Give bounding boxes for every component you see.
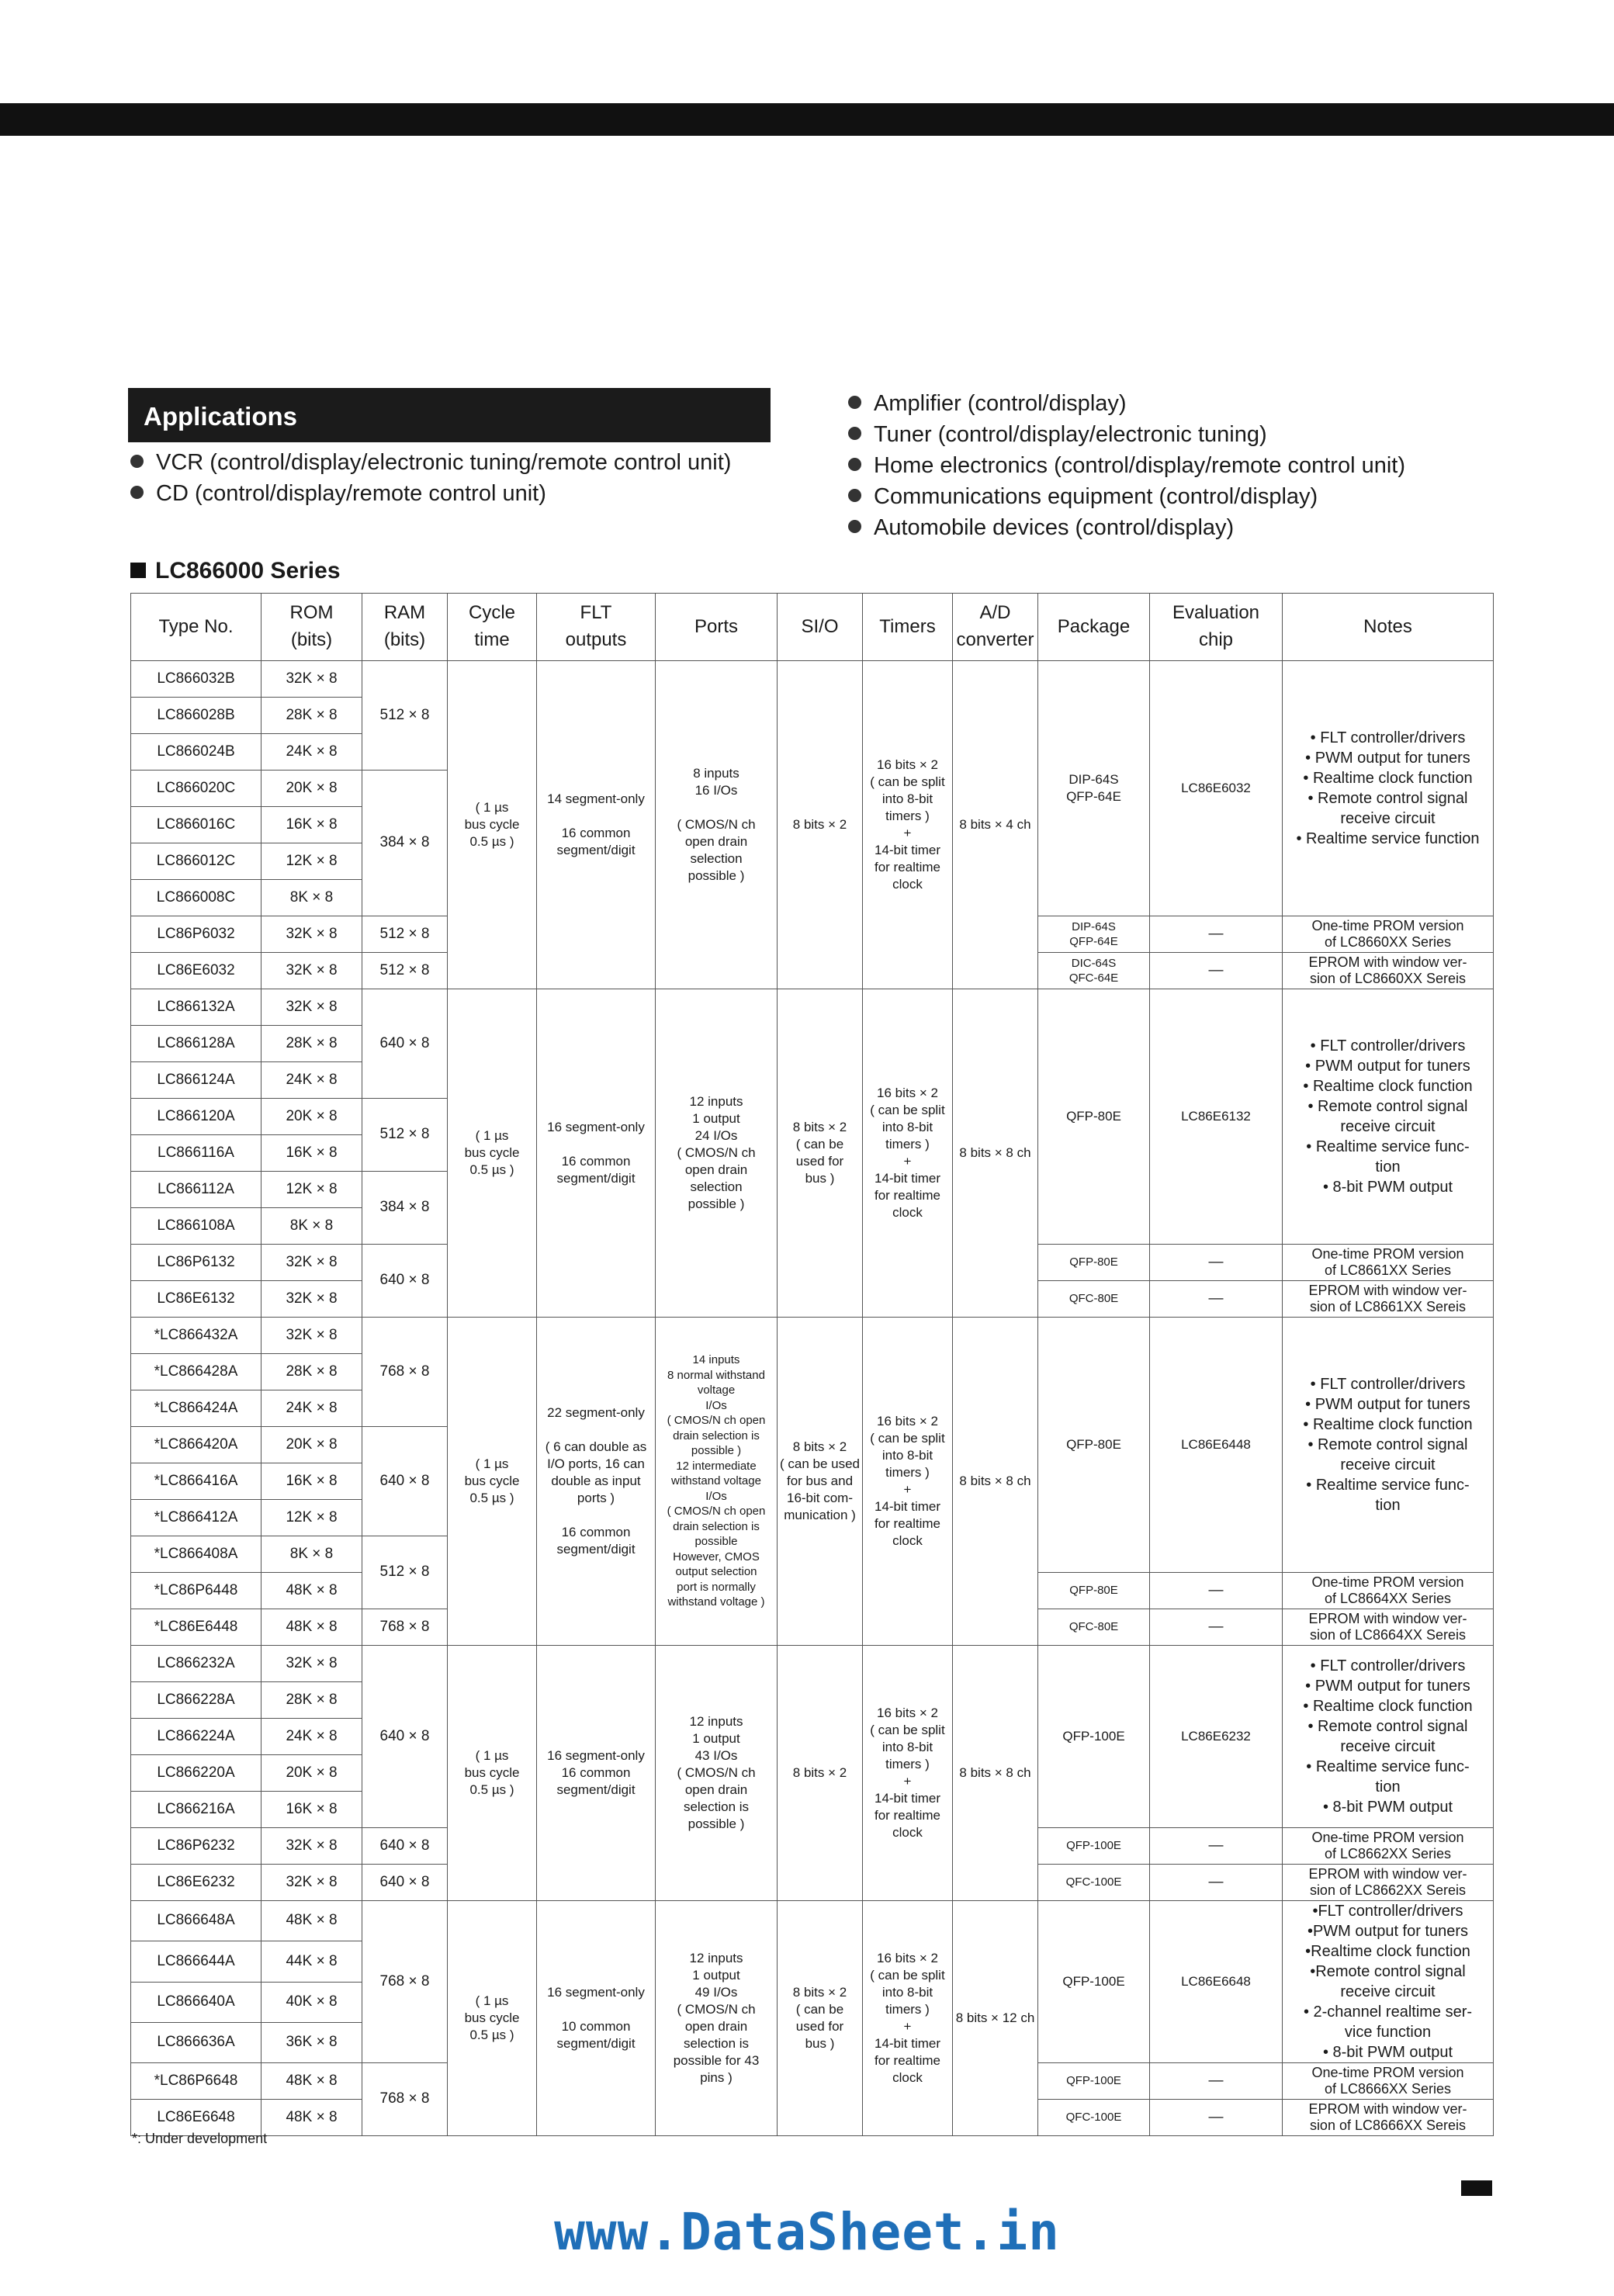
page-number-mark [1461, 2180, 1492, 2196]
type-no-cell: *LC86E6448 [131, 1609, 261, 1646]
type-no-cell: LC866216A [131, 1792, 261, 1828]
notes-cell: • FLT controller/drivers • PWM output for tuners • Realtime clock function • Remote control signal receive circuit • Realtime service func- tion • 8-bit PWM output [1283, 1646, 1494, 1828]
type-no-cell: *LC866420A [131, 1427, 261, 1463]
notes-cell: •FLT controller/drivers •PWM output for tuners •Realtime clock function •Remote control signal receive circuit • 2-channel realtime ser- vice function • 8-bit PWM output [1283, 1901, 1494, 2063]
evaluation-chip-cell: — [1150, 2063, 1283, 2100]
bullet-icon [848, 520, 861, 533]
rom-cell: 32K × 8 [261, 661, 362, 698]
package-cell: QFC-80E [1038, 1609, 1150, 1646]
rom-cell: 32K × 8 [261, 1828, 362, 1865]
ram-cell: 640 × 8 [362, 1646, 448, 1828]
header-type-no: Type No. [131, 594, 261, 661]
type-no-cell: *LC866416A [131, 1463, 261, 1500]
ram-cell: 640 × 8 [362, 1427, 448, 1536]
package-cell: QFP-80E [1038, 1318, 1150, 1573]
timers-cell: 16 bits × 2 ( can be split into 8-bit timers ) + 14-bit timer for realtime clock [863, 661, 953, 989]
timers-cell: 16 bits × 2 ( can be split into 8-bit timers ) + 14-bit timer for realtime clock [863, 1646, 953, 1901]
rom-cell: 28K × 8 [261, 1026, 362, 1062]
cycle-time-cell: ( 1 µs bus cycle 0.5 µs ) [448, 1318, 537, 1646]
timers-cell: 16 bits × 2 ( can be split into 8-bit timers ) + 14-bit timer for realtime clock [863, 1901, 953, 2136]
sio-cell: 8 bits × 2 ( can be used for bus and 16-bit com- munication ) [778, 1318, 863, 1646]
package-cell: QFP-80E [1038, 1573, 1150, 1609]
sio-cell: 8 bits × 2 ( can be used for bus ) [778, 1901, 863, 2136]
evaluation-chip-cell: — [1150, 1281, 1283, 1318]
rom-cell: 8K × 8 [261, 880, 362, 916]
rom-cell: 20K × 8 [261, 1099, 362, 1135]
rom-cell: 12K × 8 [261, 1172, 362, 1208]
evaluation-chip-cell: — [1150, 1573, 1283, 1609]
applications-list-right [848, 388, 1405, 543]
package-cell: QFP-100E [1038, 2063, 1150, 2100]
series-title: LC866000 Series [130, 558, 341, 584]
evaluation-chip-cell: — [1150, 2100, 1283, 2136]
rom-cell: 48K × 8 [261, 2063, 362, 2100]
table-row [131, 1901, 1494, 1941]
notes-cell: One-time PROM version of LC8661XX Series [1283, 1245, 1494, 1281]
rom-cell: 32K × 8 [261, 1646, 362, 1682]
notes-cell: One-time PROM version of LC8660XX Series [1283, 916, 1494, 953]
header-timers: Timers [863, 594, 953, 661]
type-no-cell: LC866228A [131, 1682, 261, 1719]
rom-cell: 32K × 8 [261, 916, 362, 953]
evaluation-chip-cell: — [1150, 1245, 1283, 1281]
type-no-cell: LC866636A [131, 2022, 261, 2062]
application-item: Tuner (control/display/electronic tuning) [848, 419, 1405, 450]
ports-cell: 12 inputs 1 output 49 I/Os ( CMOS/N ch open drain selection is possible for 43 pins ) [656, 1901, 778, 2136]
rom-cell: 32K × 8 [261, 1865, 362, 1901]
rom-cell: 48K × 8 [261, 2100, 362, 2136]
flt-outputs-cell: 14 segment-only 16 common segment/digit [537, 661, 656, 989]
notes-cell: EPROM with window ver- sion of LC8666XX Sereis [1283, 2100, 1494, 2136]
rom-cell: 16K × 8 [261, 1792, 362, 1828]
notes-cell: EPROM with window ver- sion of LC8660XX Sereis [1283, 953, 1494, 989]
type-no-cell: LC866124A [131, 1062, 261, 1099]
rom-cell: 32K × 8 [261, 1318, 362, 1354]
type-no-cell: LC86E6232 [131, 1865, 261, 1901]
flt-outputs-cell: 16 segment-only 16 common segment/digit [537, 1646, 656, 1901]
rom-cell: 24K × 8 [261, 734, 362, 771]
header-eval: Evaluation chip [1150, 594, 1283, 661]
rom-cell: 16K × 8 [261, 807, 362, 843]
type-no-cell: *LC866428A [131, 1354, 261, 1390]
ram-cell: 768 × 8 [362, 1318, 448, 1427]
evaluation-chip-cell: LC86E6032 [1150, 661, 1283, 916]
applications-heading [128, 388, 771, 442]
ram-cell: 640 × 8 [362, 1865, 448, 1901]
rom-cell: 28K × 8 [261, 1682, 362, 1719]
package-cell: QFP-100E [1038, 1646, 1150, 1828]
ram-cell: 512 × 8 [362, 916, 448, 953]
package-cell: QFP-80E [1038, 989, 1150, 1245]
rom-cell: 8K × 8 [261, 1536, 362, 1573]
rom-cell: 32K × 8 [261, 1281, 362, 1318]
package-cell: QFP-100E [1038, 1901, 1150, 2063]
bullet-icon [848, 396, 861, 409]
notes-cell: • FLT controller/drivers • PWM output for tuners • Realtime clock function • Remote control signal receive circuit • Realtime service func- tion • 8-bit PWM output [1283, 989, 1494, 1245]
header-sio: SI/O [778, 594, 863, 661]
rom-cell: 12K × 8 [261, 1500, 362, 1536]
type-no-cell: LC866120A [131, 1099, 261, 1135]
ram-cell: 640 × 8 [362, 1828, 448, 1865]
header-flt: FLT outputs [537, 594, 656, 661]
package-cell: QFC-80E [1038, 1281, 1150, 1318]
notes-cell: EPROM with window ver- sion of LC8664XX Sereis [1283, 1609, 1494, 1646]
notes-cell: • FLT controller/drivers • PWM output for tuners • Realtime clock function • Remote control signal receive circuit • Realtime service function [1283, 661, 1494, 916]
rom-cell: 48K × 8 [261, 1573, 362, 1609]
type-no-cell: LC866132A [131, 989, 261, 1026]
header-package: Package [1038, 594, 1150, 661]
ports-cell: 12 inputs 1 output 24 I/Os ( CMOS/N ch open drain selection possible ) [656, 989, 778, 1318]
cycle-time-cell: ( 1 µs bus cycle 0.5 µs ) [448, 1901, 537, 2136]
sio-cell: 8 bits × 2 [778, 1646, 863, 1901]
type-no-cell: LC866020C [131, 771, 261, 807]
type-no-cell: LC866232A [131, 1646, 261, 1682]
rom-cell: 16K × 8 [261, 1135, 362, 1172]
rom-cell: 40K × 8 [261, 1982, 362, 2022]
package-cell: QFP-100E [1038, 1828, 1150, 1865]
type-no-cell: LC86E6132 [131, 1281, 261, 1318]
bullet-icon [130, 486, 144, 499]
application-item: Automobile devices (control/display) [848, 512, 1405, 543]
type-no-cell: *LC866432A [131, 1318, 261, 1354]
bullet-icon [848, 489, 861, 502]
type-no-cell: LC866648A [131, 1901, 261, 1941]
applications-list-left [130, 447, 731, 509]
type-no-cell: LC866028B [131, 698, 261, 734]
ram-cell: 512 × 8 [362, 661, 448, 771]
rom-cell: 20K × 8 [261, 771, 362, 807]
table-row [131, 1318, 1494, 1354]
package-cell: QFP-80E [1038, 1245, 1150, 1281]
evaluation-chip-cell: LC86E6648 [1150, 1901, 1283, 2063]
notes-cell: One-time PROM version of LC8664XX Series [1283, 1573, 1494, 1609]
rom-cell: 20K × 8 [261, 1755, 362, 1792]
evaluation-chip-cell: — [1150, 953, 1283, 989]
type-no-cell: *LC866412A [131, 1500, 261, 1536]
table-row [131, 989, 1494, 1026]
type-no-cell: LC86P6232 [131, 1828, 261, 1865]
header-notes: Notes [1283, 594, 1494, 661]
ram-cell: 384 × 8 [362, 1172, 448, 1245]
ports-cell: 14 inputs 8 normal withstand voltage I/Os ( CMOS/N ch open drain selection is possible ) 12 intermediate withstand voltage I/Os ( CMOS/N ch open drain selection is possible However, CMOS output selection port is normally withstand voltage ) [656, 1318, 778, 1646]
table-row [131, 1646, 1494, 1682]
ram-cell: 768 × 8 [362, 1609, 448, 1646]
package-cell: QFC-100E [1038, 2100, 1150, 2136]
type-no-cell: *LC866424A [131, 1390, 261, 1427]
rom-cell: 8K × 8 [261, 1208, 362, 1245]
package-cell: QFC-100E [1038, 1865, 1150, 1901]
rom-cell: 48K × 8 [261, 1901, 362, 1941]
type-no-cell: LC866112A [131, 1172, 261, 1208]
type-no-cell: LC866224A [131, 1719, 261, 1755]
top-banner-bar [0, 103, 1614, 136]
ad-converter-cell: 8 bits × 12 ch [953, 1901, 1038, 2136]
sio-cell: 8 bits × 2 ( can be used for bus ) [778, 989, 863, 1318]
rom-cell: 16K × 8 [261, 1463, 362, 1500]
application-item: VCR (control/display/electronic tuning/remote control unit) [130, 447, 731, 478]
cycle-time-cell: ( 1 µs bus cycle 0.5 µs ) [448, 989, 537, 1318]
type-no-cell: LC866640A [131, 1982, 261, 2022]
evaluation-chip-cell: LC86E6132 [1150, 989, 1283, 1245]
rom-cell: 48K × 8 [261, 1609, 362, 1646]
package-cell: DIP-64S QFP-64E [1038, 916, 1150, 953]
rom-cell: 12K × 8 [261, 843, 362, 880]
rom-cell: 24K × 8 [261, 1390, 362, 1427]
ram-cell: 512 × 8 [362, 1099, 448, 1172]
square-bullet-icon [130, 563, 146, 578]
type-no-cell: LC86P6132 [131, 1245, 261, 1281]
evaluation-chip-cell: — [1150, 1609, 1283, 1646]
rom-cell: 36K × 8 [261, 2022, 362, 2062]
header-ad: A/D converter [953, 594, 1038, 661]
type-no-cell: *LC866408A [131, 1536, 261, 1573]
application-item: Home electronics (control/display/remote control unit) [848, 450, 1405, 481]
cycle-time-cell: ( 1 µs bus cycle 0.5 µs ) [448, 661, 537, 989]
evaluation-chip-cell: — [1150, 1828, 1283, 1865]
ports-cell: 8 inputs 16 I/Os ( CMOS/N ch open drain selection possible ) [656, 661, 778, 989]
rom-cell: 24K × 8 [261, 1719, 362, 1755]
watermark: www.DataSheet.in [554, 2202, 1060, 2262]
evaluation-chip-cell: — [1150, 916, 1283, 953]
ad-converter-cell: 8 bits × 8 ch [953, 1646, 1038, 1901]
rom-cell: 32K × 8 [261, 989, 362, 1026]
rom-cell: 24K × 8 [261, 1062, 362, 1099]
bullet-icon [130, 455, 144, 468]
evaluation-chip-cell: LC86E6448 [1150, 1318, 1283, 1573]
package-cell: DIP-64S QFP-64E [1038, 661, 1150, 916]
type-no-cell: LC866024B [131, 734, 261, 771]
application-item: Amplifier (control/display) [848, 388, 1405, 419]
package-cell: DIC-64S QFC-64E [1038, 953, 1150, 989]
type-no-cell: LC866032B [131, 661, 261, 698]
ram-cell: 768 × 8 [362, 2063, 448, 2136]
header-rom: ROM (bits) [261, 594, 362, 661]
cycle-time-cell: ( 1 µs bus cycle 0.5 µs ) [448, 1646, 537, 1901]
notes-cell: One-time PROM version of LC8662XX Series [1283, 1828, 1494, 1865]
type-no-cell: LC866016C [131, 807, 261, 843]
rom-cell: 20K × 8 [261, 1427, 362, 1463]
notes-cell: EPROM with window ver- sion of LC8661XX Sereis [1283, 1281, 1494, 1318]
application-item: CD (control/display/remote control unit) [130, 478, 731, 509]
type-no-cell: LC866008C [131, 880, 261, 916]
footnote: *: Under development [132, 2131, 268, 2146]
type-no-cell: LC86E6648 [131, 2100, 261, 2136]
ram-cell: 640 × 8 [362, 1245, 448, 1318]
applications-title: Applications [144, 402, 298, 431]
header-ram: RAM (bits) [362, 594, 448, 661]
application-item: Communications equipment (control/display) [848, 481, 1405, 512]
timers-cell: 16 bits × 2 ( can be split into 8-bit timers ) + 14-bit timer for realtime clock [863, 989, 953, 1318]
ad-converter-cell: 8 bits × 4 ch [953, 661, 1038, 989]
rom-cell: 28K × 8 [261, 1354, 362, 1390]
type-no-cell: LC866644A [131, 1941, 261, 1982]
rom-cell: 32K × 8 [261, 1245, 362, 1281]
type-no-cell: LC866116A [131, 1135, 261, 1172]
type-no-cell: LC86E6032 [131, 953, 261, 989]
rom-cell: 44K × 8 [261, 1941, 362, 1982]
rom-cell: 28K × 8 [261, 698, 362, 734]
type-no-cell: LC86P6032 [131, 916, 261, 953]
sio-cell: 8 bits × 2 [778, 661, 863, 989]
type-no-cell: *LC86P6648 [131, 2063, 261, 2100]
flt-outputs-cell: 16 segment-only 10 common segment/digit [537, 1901, 656, 2136]
bullet-icon [848, 427, 861, 440]
type-no-cell: LC866108A [131, 1208, 261, 1245]
series-spec-table [130, 593, 1494, 2136]
bullet-icon [848, 458, 861, 471]
type-no-cell: *LC86P6448 [131, 1573, 261, 1609]
ad-converter-cell: 8 bits × 8 ch [953, 989, 1038, 1318]
header-ports: Ports [656, 594, 778, 661]
header-cycle: Cycle time [448, 594, 537, 661]
type-no-cell: LC866128A [131, 1026, 261, 1062]
ram-cell: 512 × 8 [362, 953, 448, 989]
ram-cell: 768 × 8 [362, 1901, 448, 2063]
evaluation-chip-cell: LC86E6232 [1150, 1646, 1283, 1828]
ports-cell: 12 inputs 1 output 43 I/Os ( CMOS/N ch open drain selection is possible ) [656, 1646, 778, 1901]
type-no-cell: LC866220A [131, 1755, 261, 1792]
ram-cell: 512 × 8 [362, 1536, 448, 1609]
table-row [131, 661, 1494, 698]
ram-cell: 384 × 8 [362, 771, 448, 916]
notes-cell: One-time PROM version of LC8666XX Series [1283, 2063, 1494, 2100]
notes-cell: • FLT controller/drivers • PWM output for tuners • Realtime clock function • Remote control signal receive circuit • Realtime service func- tion [1283, 1318, 1494, 1573]
ram-cell: 640 × 8 [362, 989, 448, 1099]
flt-outputs-cell: 22 segment-only ( 6 can double as I/O ports, 16 can double as input ports ) 16 common segment/digit [537, 1318, 656, 1646]
notes-cell: EPROM with window ver- sion of LC8662XX Sereis [1283, 1865, 1494, 1901]
rom-cell: 32K × 8 [261, 953, 362, 989]
flt-outputs-cell: 16 segment-only 16 common segment/digit [537, 989, 656, 1318]
table-header-row [131, 594, 1494, 661]
type-no-cell: LC866012C [131, 843, 261, 880]
ad-converter-cell: 8 bits × 8 ch [953, 1318, 1038, 1646]
evaluation-chip-cell: — [1150, 1865, 1283, 1901]
timers-cell: 16 bits × 2 ( can be split into 8-bit timers ) + 14-bit timer for realtime clock [863, 1318, 953, 1646]
